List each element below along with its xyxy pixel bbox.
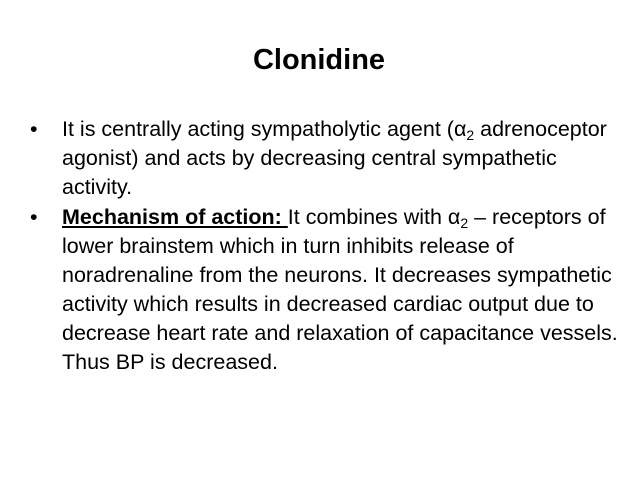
bullet2-text-end: – receptors of lower brainstem which in turn inhibits release of noradrenaline from the neurons. It decreases sympathetic activity which results in decreased cardiac output due to decrease heart rate and relaxation of capacitance vessels. Thus BP is decreased. xyxy=(62,205,618,374)
bullet1-text-end: adrenoceptor agonist) and acts by decreasing central sympathetic activity. xyxy=(62,117,607,199)
slide-title: Clonidine xyxy=(252,44,386,76)
bullet-item-description xyxy=(30,115,620,202)
bullet1-subscript: 2 xyxy=(466,127,475,143)
bullet-item-mechanism xyxy=(30,203,620,377)
mechanism-term: Mechanism of action: xyxy=(62,205,288,229)
bullet2-subscript: 2 xyxy=(460,215,469,231)
bullet2-text-start: It combines with α xyxy=(287,205,461,229)
bullet1-text-start: It is centrally acting sympatholytic agent (α xyxy=(62,117,467,141)
bullet-list xyxy=(30,115,620,378)
bullet-dot-icon: • xyxy=(30,117,38,141)
bullet-dot-icon: • xyxy=(30,205,38,229)
